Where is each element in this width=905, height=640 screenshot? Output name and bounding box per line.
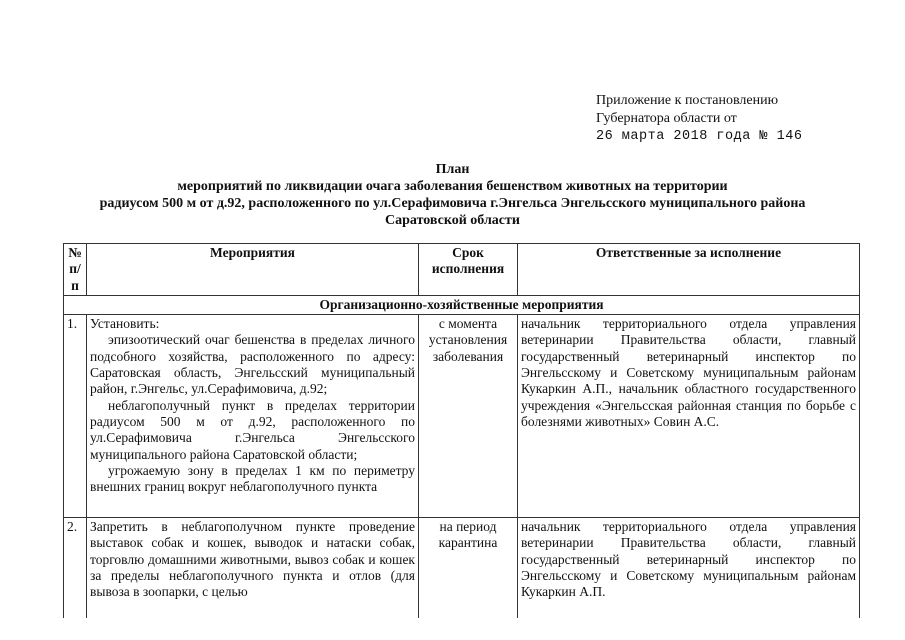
header-responsible: Ответственные за исполнение bbox=[518, 244, 860, 296]
measure-paragraph: неблагополучный пункт в пределах территории радиусом 500 м от д.92, расположенного по ул.Серафимовича г.Энгельса Энгельсского муниципального района Саратовской области; bbox=[90, 397, 415, 462]
measure-paragraph: Установить: bbox=[90, 316, 160, 332]
row-term: с момента установления заболевания bbox=[419, 315, 518, 518]
header-measures: Мероприятия bbox=[87, 244, 419, 296]
appendix-note bbox=[596, 92, 802, 146]
row-responsible: начальник территориального отдела управления ветеринарии Правительства области, главный государственный ветеринарный инспектор по Энгельсскому и Советскому муниципальным районам Кукаркин А.П. bbox=[518, 518, 860, 618]
table-row bbox=[64, 518, 860, 618]
appendix-line: Губернатора области от bbox=[596, 111, 737, 126]
row-responsible: начальник территориального отдела управления ветеринарии Правительства области, главный государственный ветеринарный инспектор по Энгельсскому и Советскому муниципальным районам Кукаркин А.П., начальник областного государственного учреждения «Энгельсская районная станция по борьбе с болезнями животных» Совин А.С. bbox=[518, 315, 860, 518]
row-measures bbox=[87, 518, 419, 618]
appendix-line: Приложение к постановлению bbox=[596, 93, 779, 108]
title-line: радиусом 500 м от д.92, расположенного по ул.Серафимовича г.Энгельса Энгельсского муниципального района bbox=[99, 196, 806, 211]
row-term: на период карантина bbox=[419, 518, 518, 618]
title-line: мероприятий по ликвидации очага заболевания бешенством животных на территории bbox=[177, 179, 728, 194]
plan-table bbox=[63, 243, 860, 618]
table-header-row bbox=[64, 244, 860, 296]
row-number: 2. bbox=[64, 518, 87, 618]
measure-paragraph: эпизоотический очаг бешенства в пределах личного подсобного хозяйства, расположенного по адресу: Саратовская область, Энгельсский муниципальный район, г.Энгельс, ул.Серафимовича, д.92; bbox=[90, 332, 415, 397]
appendix-date-number: 26 марта 2018 года № 146 bbox=[596, 129, 803, 144]
title-line: План bbox=[435, 162, 470, 177]
measure-paragraph: угрожаемую зону в пределах 1 км по периметру внешних границ вокруг неблагополучного пункта bbox=[90, 462, 415, 495]
measure-paragraph: Запретить в неблагополучном пункте проведение выставок собак и кошек, выводок и натаски собак, торговлю домашними животными, вывоз собак и кошек за пределы неблагополучного пункта и отлов (для вывоза в зоопарки, с целью bbox=[90, 519, 415, 600]
document-title bbox=[40, 161, 865, 229]
row-measures bbox=[87, 315, 419, 518]
header-term: Срок исполнения bbox=[419, 244, 518, 296]
table-row bbox=[64, 315, 860, 518]
row-number: 1. bbox=[64, 315, 87, 518]
title-line: Саратовской области bbox=[385, 213, 520, 228]
section-row bbox=[64, 295, 860, 314]
section-title: Организационно-хозяйственные мероприятия bbox=[64, 295, 860, 314]
header-number: № п/п bbox=[64, 244, 87, 296]
